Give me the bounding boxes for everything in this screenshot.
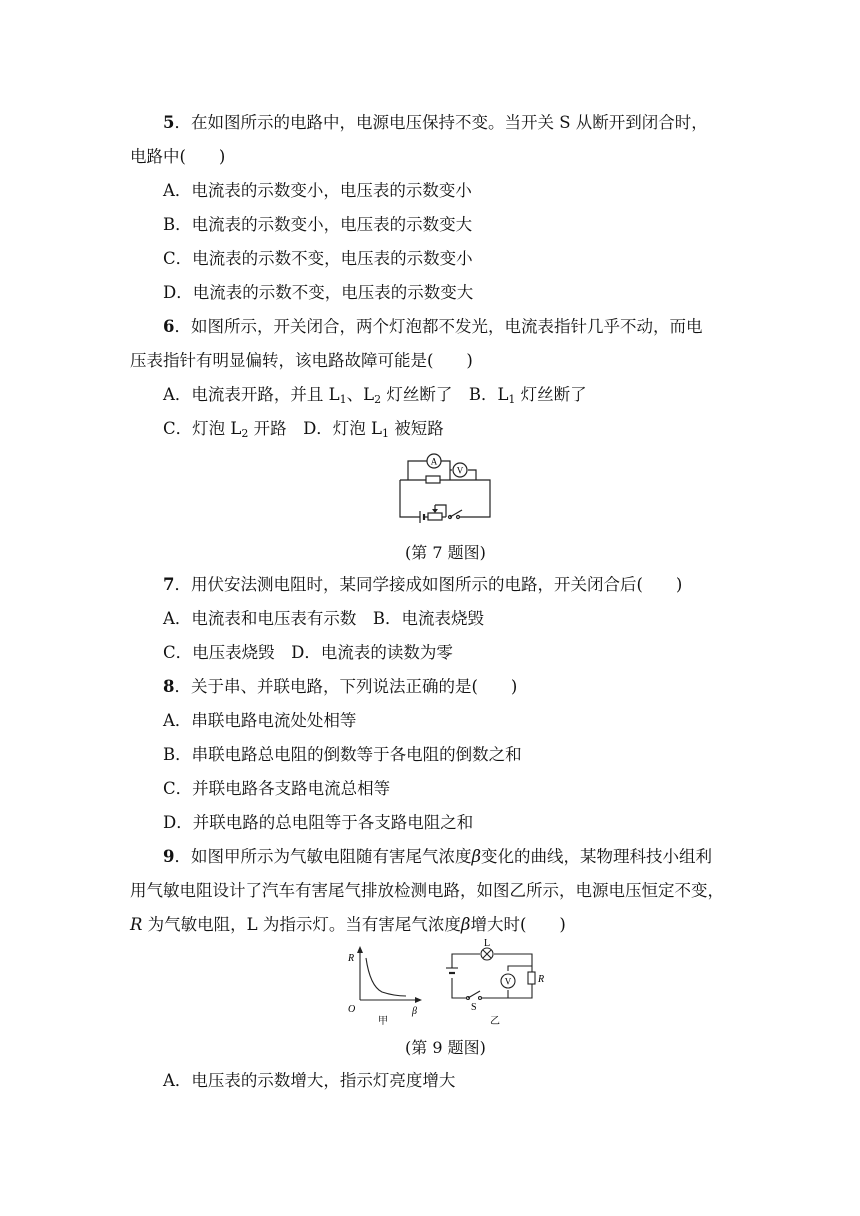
fig9-graph [342, 944, 432, 1030]
q9-line1: 9．如图甲所示为气敏电阻随有害尾气浓度β变化的曲线，某物理科技小组利 [163, 847, 713, 866]
fig7-ammeter-label: A [430, 456, 438, 467]
q5-number: 5 [163, 113, 175, 132]
q9-line3: R 为气敏电阻，L 为指示灯。当有害尾气浓度β增大时( ) [130, 915, 566, 934]
fig9-resistor-label: R [538, 974, 545, 985]
fig7-voltmeter-label: V [456, 465, 464, 476]
q6-stem-line1: 6．如图所示，开关闭合，两个灯泡都不发光，电流表指针几乎不动，而电 [163, 317, 703, 336]
q7-option-cd: C．电压表烧毁 D．电流表的读数为零 [163, 643, 453, 662]
fig9-graph-label: 甲 [378, 1016, 388, 1027]
q8-option-c: C．并联电路各支路电流总相等 [163, 779, 391, 798]
fig9-circuit-diagram [440, 938, 555, 1030]
fig9-graph-y-label: R [348, 953, 355, 964]
fig9-lamp-label: L [484, 938, 491, 949]
fig9-voltmeter-label: V [504, 976, 512, 987]
q5-stem-line2: 电路中( ) [130, 147, 226, 166]
q6-stem-line2: 压表指针有明显偏转，该电路故障可能是( ) [130, 351, 473, 370]
q9-number: 9 [163, 847, 175, 866]
q6-option-cd: C．灯泡 $L_2$ 开路 D．灯泡 $L_1$ 被短路 [163, 419, 444, 440]
fig9-caption: (第 9 题图) [405, 1038, 486, 1057]
fig9-graph-origin: O [348, 1004, 356, 1015]
q5-option-a: A．电流表的示数变小，电压表的示数变小 [163, 181, 472, 200]
q5-option-c: C．电流表的示数不变，电压表的示数变小 [163, 249, 473, 268]
fig7-circuit-diagram [390, 448, 500, 526]
q9-line2: 用气敏电阻设计了汽车有害尾气排放检测电路，如图乙所示，电源电压恒定不变， [130, 881, 724, 900]
fig9-graph-x-label: β [412, 1006, 417, 1017]
q7-option-ab: A．电流表和电压表有示数 B．电流表烧毁 [163, 609, 485, 628]
fig7-caption: (第 7 题图) [405, 543, 486, 562]
q5-option-d: D．电流表的示数不变，电压表的示数变大 [163, 283, 474, 302]
q5-option-b: B．电流表的示数变小，电压表的示数变大 [163, 215, 473, 234]
q8-option-a: A．串联电路电流处处相等 [163, 711, 357, 730]
q5-stem-line1: 5．在如图所示的电路中，电源电压保持不变。当开关 S 从断开到闭合时， [163, 113, 708, 132]
q8-option-b: B．串联电路总电阻的倒数等于各电阻的倒数之和 [163, 745, 522, 764]
q7-stem: 7．用伏安法测电阻时，某同学接成如图所示的电路，开关闭合后( ) [163, 575, 683, 594]
q6-number: 6 [163, 317, 175, 336]
q9-option-a: A．电压表的示数增大，指示灯亮度增大 [163, 1071, 456, 1090]
q7-number: 7 [163, 575, 175, 594]
fig9-circuit-label: 乙 [490, 1016, 500, 1027]
q6-option-ab: A．电流表开路，并且 $L_1$、$L_2$ 灯丝断了 B．$L_1$ 灯丝断了 [163, 385, 587, 406]
fig9-switch-label: S [471, 1002, 477, 1013]
q8-stem: 8．关于串、并联电路，下列说法正确的是( ) [163, 677, 518, 696]
q8-option-d: D．并联电路的总电阻等于各支路电阻之和 [163, 813, 474, 832]
q8-number: 8 [163, 677, 175, 696]
